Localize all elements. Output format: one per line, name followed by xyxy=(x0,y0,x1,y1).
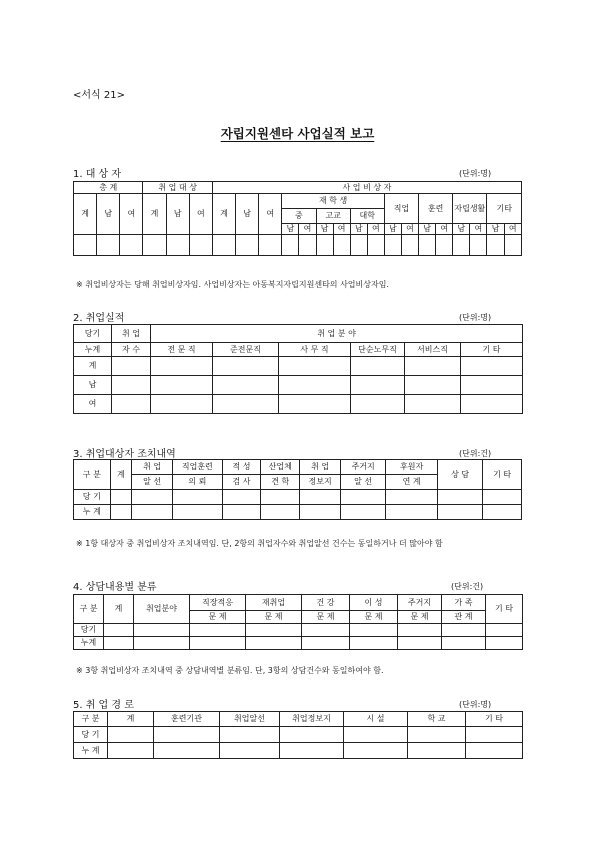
col-total: 계 xyxy=(108,712,154,727)
col-header-total: 계 xyxy=(110,460,132,490)
col-middle-school: 중 xyxy=(282,209,316,224)
col-top-adaptation: 직장적응 xyxy=(190,595,246,611)
col-school: 학 교 xyxy=(408,712,466,727)
data-cell[interactable] xyxy=(466,743,523,759)
col-bot-sponsor: 연 계 xyxy=(386,475,438,490)
data-cell[interactable] xyxy=(341,490,386,505)
data-cell[interactable] xyxy=(437,505,482,520)
col-header-etc: 기 타 xyxy=(483,460,522,490)
data-cell[interactable] xyxy=(151,376,213,395)
col-header-category: 구 분 xyxy=(74,460,111,490)
data-cell[interactable] xyxy=(134,624,190,637)
data-cell[interactable] xyxy=(132,505,173,520)
col-bot-family: 관 계 xyxy=(442,611,486,624)
form-code: <서식 21> xyxy=(73,90,125,101)
col-header-employed-count: 취 업 xyxy=(112,325,151,343)
data-cell[interactable] xyxy=(461,376,523,395)
employment-results-table xyxy=(73,324,523,414)
data-cell[interactable] xyxy=(483,505,522,520)
data-cell[interactable] xyxy=(143,235,166,256)
section-1-note: ※ 취업비상자는 당해 취업비상자임. 사업비상자는 아동복지자립지원센타의 사업비상자임. xyxy=(76,280,389,289)
data-cell[interactable] xyxy=(261,505,300,520)
col-header-job: 직업 xyxy=(384,194,418,224)
data-cell[interactable] xyxy=(110,490,132,505)
row-label-current: 당 기 xyxy=(74,727,108,743)
col-header-employed-count-2: 자 수 xyxy=(112,343,151,357)
col-office: 사 무 직 xyxy=(279,343,351,357)
data-cell[interactable] xyxy=(487,235,504,256)
data-cell[interactable] xyxy=(246,637,302,650)
employment-path-table xyxy=(73,711,523,759)
col-nam: 남 xyxy=(282,224,299,235)
data-cell[interactable] xyxy=(173,490,223,505)
col-bot-reemployment: 문 제 xyxy=(246,611,302,624)
counseling-table xyxy=(73,594,523,650)
col-facility: 시 설 xyxy=(344,712,408,727)
col-bot-vocational-training: 의 뢰 xyxy=(173,475,223,490)
data-cell[interactable] xyxy=(486,624,523,637)
col-header-employment-field: 취 업 분 야 xyxy=(151,325,523,343)
data-cell[interactable] xyxy=(483,490,522,505)
data-cell[interactable] xyxy=(405,357,461,376)
data-cell[interactable] xyxy=(151,395,213,414)
col-nam: 남 xyxy=(350,224,367,235)
col-top-residence: 주거지 xyxy=(341,460,386,475)
col-top-family: 가 족 xyxy=(442,595,486,611)
data-cell[interactable] xyxy=(108,743,154,759)
data-cell[interactable] xyxy=(279,395,351,414)
data-cell[interactable] xyxy=(398,624,442,637)
data-cell[interactable] xyxy=(466,727,523,743)
data-cell[interactable] xyxy=(442,624,486,637)
col-top-sponsor: 후원자 xyxy=(386,460,438,475)
data-cell[interactable] xyxy=(419,235,436,256)
col-top-industry: 산업체 xyxy=(261,460,300,475)
data-cell[interactable] xyxy=(104,624,134,637)
section-1-unit: (단위:명) xyxy=(459,169,492,178)
col-top-health: 건 강 xyxy=(302,595,350,611)
data-cell[interactable] xyxy=(461,357,523,376)
section-3-heading: 3. 취업대상자 조치내역 xyxy=(73,449,176,460)
data-cell[interactable] xyxy=(112,357,151,376)
col-bot-health: 문 제 xyxy=(302,611,350,624)
section-5-heading: 5. 취 업 경 로 xyxy=(73,700,134,711)
col-yeo: 여 xyxy=(299,224,316,235)
measures-table xyxy=(73,459,522,520)
col-nam: 남 xyxy=(166,194,189,235)
data-cell[interactable] xyxy=(386,505,438,520)
data-cell[interactable] xyxy=(189,235,212,256)
col-yeo: 여 xyxy=(504,224,521,235)
col-header-independent-living: 자립생활 xyxy=(453,194,487,224)
data-cell[interactable] xyxy=(408,743,466,759)
section-4-note: ※ 3항 취업비상자 조치내역 중 상담내역별 분류임. 단, 3항의 상담건수와 동일하여야 함. xyxy=(76,666,384,675)
col-yeo: 여 xyxy=(367,224,384,235)
data-cell[interactable] xyxy=(299,235,316,256)
col-yeo: 여 xyxy=(470,224,487,235)
data-cell[interactable] xyxy=(442,637,486,650)
data-cell[interactable] xyxy=(154,743,220,759)
col-gye: 계 xyxy=(74,194,97,235)
section-4-unit: (단위:건) xyxy=(451,582,484,591)
col-bot-residence: 알 선 xyxy=(341,475,386,490)
data-cell[interactable] xyxy=(408,727,466,743)
col-header-non-target: 사 업 비 상 자 xyxy=(212,182,521,194)
col-top-aptitude: 적 성 xyxy=(222,460,261,475)
data-cell[interactable] xyxy=(104,637,134,650)
col-etc: 기 타 xyxy=(466,712,523,727)
data-cell[interactable] xyxy=(132,490,173,505)
col-job-magazine: 취업정보지 xyxy=(280,712,344,727)
col-top-employment: 취 업 xyxy=(300,460,341,475)
row-label-female: 여 xyxy=(74,395,112,414)
col-top-job-placement: 취 업 xyxy=(132,460,173,475)
data-cell[interactable] xyxy=(367,235,384,256)
col-simple-labor: 단순노무직 xyxy=(351,343,405,357)
data-cell[interactable] xyxy=(154,727,220,743)
data-cell[interactable] xyxy=(173,505,223,520)
col-header-etc: 기타 xyxy=(487,194,522,224)
data-cell[interactable] xyxy=(453,235,470,256)
row-label-current: 당기 xyxy=(74,624,104,637)
data-cell[interactable] xyxy=(74,235,97,256)
data-cell[interactable] xyxy=(222,505,261,520)
data-cell[interactable] xyxy=(350,624,398,637)
data-cell[interactable] xyxy=(316,235,333,256)
col-top-reemployment: 재취업 xyxy=(246,595,302,611)
data-cell[interactable] xyxy=(437,490,482,505)
col-training-institution: 훈련기관 xyxy=(154,712,220,727)
data-cell[interactable] xyxy=(261,490,300,505)
data-cell[interactable] xyxy=(166,235,189,256)
col-bot-residence: 문 제 xyxy=(398,611,442,624)
data-cell[interactable] xyxy=(344,727,408,743)
col-nam: 남 xyxy=(487,224,504,235)
data-cell[interactable] xyxy=(279,376,351,395)
data-cell[interactable] xyxy=(108,727,154,743)
col-professional: 전 문 직 xyxy=(151,343,213,357)
section-5-unit: (단위:명) xyxy=(459,700,492,709)
data-cell[interactable] xyxy=(302,624,350,637)
data-cell[interactable] xyxy=(236,235,259,256)
row-label-total: 계 xyxy=(74,357,112,376)
data-cell[interactable] xyxy=(112,376,151,395)
col-yeo: 여 xyxy=(436,224,453,235)
col-header-student: 재 학 생 xyxy=(282,194,385,209)
col-university: 대학 xyxy=(350,209,384,224)
data-cell[interactable] xyxy=(351,395,405,414)
col-yeo: 여 xyxy=(401,224,418,235)
col-high-school: 고교 xyxy=(316,209,350,224)
data-cell[interactable] xyxy=(486,637,523,650)
col-etc: 기 타 xyxy=(461,343,523,357)
col-job-placement: 취업알선 xyxy=(220,712,280,727)
data-cell[interactable] xyxy=(134,637,190,650)
row-label-current: 당 기 xyxy=(74,490,111,505)
col-header-category: 구 분 xyxy=(74,595,104,624)
data-cell[interactable] xyxy=(110,505,132,520)
data-cell[interactable] xyxy=(220,727,280,743)
data-cell[interactable] xyxy=(213,376,279,395)
col-header-job-field: 취업분야 xyxy=(134,595,190,624)
col-header-etc: 기 타 xyxy=(486,595,523,624)
document-title: 자립지원센타 사업실적 보고 xyxy=(220,126,375,141)
col-header-counseling: 상 담 xyxy=(437,460,482,490)
row-label-cumulative: 누 계 xyxy=(74,743,108,759)
col-gye: 계 xyxy=(212,194,235,235)
col-header-total: 총 계 xyxy=(74,182,143,194)
col-top-residence: 주거지 xyxy=(398,595,442,611)
data-cell[interactable] xyxy=(405,395,461,414)
data-cell[interactable] xyxy=(405,376,461,395)
row-label-cumulative: 누계 xyxy=(74,637,104,650)
data-cell[interactable] xyxy=(351,357,405,376)
data-cell[interactable] xyxy=(280,727,344,743)
data-cell[interactable] xyxy=(398,637,442,650)
col-bot-job-placement: 알 선 xyxy=(132,475,173,490)
col-nam: 남 xyxy=(316,224,333,235)
data-cell[interactable] xyxy=(351,376,405,395)
row-label-male: 남 xyxy=(74,376,112,395)
data-cell[interactable] xyxy=(212,235,235,256)
data-cell[interactable] xyxy=(246,624,302,637)
data-cell[interactable] xyxy=(190,637,246,650)
corner-cumulative: 누계 xyxy=(74,343,112,357)
data-cell[interactable] xyxy=(220,743,280,759)
col-nam: 남 xyxy=(97,194,120,235)
section-3-unit: (단위:건) xyxy=(459,449,492,458)
col-header-employment-target: 취 업 대 상 xyxy=(143,182,212,194)
section-3-note: ※ 1항 대상자 중 취업비상자 조치내역임. 단, 2항의 취업자수와 취업알선 건수는 동일하거나 더 많아야 함 xyxy=(76,539,443,548)
section-1-heading: 1. 대 상 자 xyxy=(73,169,122,180)
data-cell[interactable] xyxy=(341,505,386,520)
data-cell[interactable] xyxy=(213,395,279,414)
data-cell[interactable] xyxy=(461,395,523,414)
col-nam: 남 xyxy=(384,224,401,235)
data-cell[interactable] xyxy=(151,357,213,376)
data-cell[interactable] xyxy=(470,235,487,256)
data-cell[interactable] xyxy=(282,235,299,256)
corner-period: 당기 xyxy=(74,325,112,343)
section-4-heading: 4. 상담내용별 분류 xyxy=(73,582,157,593)
data-cell[interactable] xyxy=(436,235,453,256)
col-bot-aptitude: 검 사 xyxy=(222,475,261,490)
data-cell[interactable] xyxy=(97,235,120,256)
col-yeo: 여 xyxy=(333,224,350,235)
col-yeo: 여 xyxy=(189,194,212,235)
col-nam: 남 xyxy=(419,224,436,235)
col-nam: 남 xyxy=(236,194,259,235)
data-cell[interactable] xyxy=(384,235,401,256)
data-cell[interactable] xyxy=(222,490,261,505)
data-cell[interactable] xyxy=(259,235,282,256)
col-nam: 남 xyxy=(453,224,470,235)
col-header-training: 훈련 xyxy=(419,194,453,224)
data-cell[interactable] xyxy=(280,743,344,759)
col-header-total: 계 xyxy=(104,595,134,624)
data-cell[interactable] xyxy=(386,490,438,505)
row-label-cumulative: 누 계 xyxy=(74,505,111,520)
col-semi-professional: 준전문직 xyxy=(213,343,279,357)
col-bot-industry: 견 학 xyxy=(261,475,300,490)
col-top-romance: 이 성 xyxy=(350,595,398,611)
data-cell[interactable] xyxy=(401,235,418,256)
col-yeo: 여 xyxy=(259,194,282,235)
col-bot-romance: 문 제 xyxy=(350,611,398,624)
data-cell[interactable] xyxy=(112,395,151,414)
data-cell[interactable] xyxy=(504,235,521,256)
data-cell[interactable] xyxy=(350,637,398,650)
data-cell[interactable] xyxy=(190,624,246,637)
data-cell[interactable] xyxy=(344,743,408,759)
section-2-heading: 2. 취업실적 xyxy=(73,313,125,324)
data-cell[interactable] xyxy=(333,235,350,256)
data-cell[interactable] xyxy=(350,235,367,256)
data-cell[interactable] xyxy=(120,235,143,256)
col-service: 서비스직 xyxy=(405,343,461,357)
col-yeo: 여 xyxy=(120,194,143,235)
data-cell[interactable] xyxy=(279,357,351,376)
col-gye: 계 xyxy=(143,194,166,235)
col-bot-adaptation: 문 제 xyxy=(190,611,246,624)
col-bot-employment: 정보지 xyxy=(300,475,341,490)
col-header-category: 구 분 xyxy=(74,712,108,727)
data-cell[interactable] xyxy=(300,505,341,520)
data-cell[interactable] xyxy=(302,637,350,650)
target-persons-table xyxy=(73,181,522,256)
data-cell[interactable] xyxy=(300,490,341,505)
data-cell[interactable] xyxy=(213,357,279,376)
col-top-vocational-training: 직업훈련 xyxy=(173,460,223,475)
section-2-unit: (단위:명) xyxy=(459,313,492,322)
